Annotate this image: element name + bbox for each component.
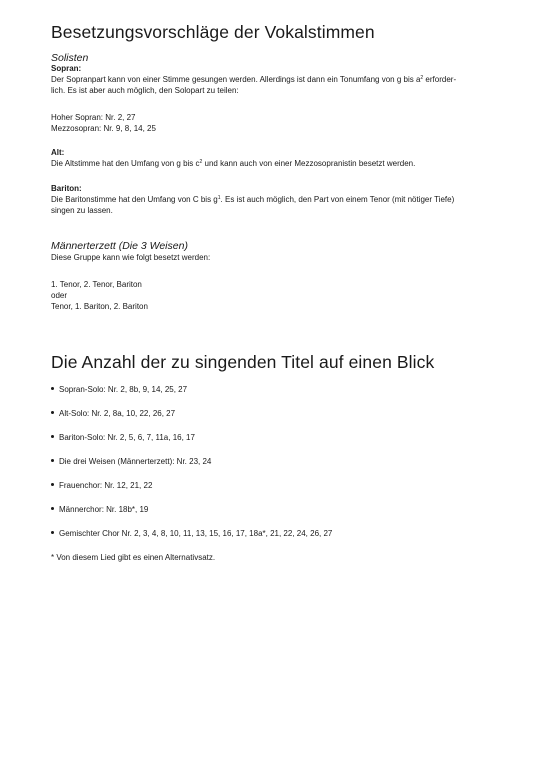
- list-item: [51, 505, 148, 515]
- bariton-text: [51, 194, 501, 205]
- list-item: [51, 433, 195, 443]
- section-title-anzahl: Die Anzahl der zu singenden Titel auf einen Blick: [51, 352, 435, 372]
- bullet-icon: [51, 483, 54, 486]
- list-item-text: Männerchor: Nr. 18b*, 19: [59, 505, 149, 514]
- option-1: 1. Tenor, 2. Tenor, Bariton: [51, 280, 142, 289]
- bariton-text-a: Die Baritonstimme hat den Umfang von C bis g: [51, 195, 218, 204]
- list-item-text: Gemischter Chor Nr. 2, 3, 4, 8, 10, 11, 13, 15, 16, 17, 18a*, 21, 22, 24, 26, 27: [59, 529, 333, 538]
- list-item-text: Frauenchor: Nr. 12, 21, 22: [59, 481, 153, 490]
- bariton-sup: 1: [217, 195, 221, 201]
- section-title-besetzung: Besetzungsvorschläge der Vokalstimmen: [51, 22, 375, 42]
- sopran-sup: 2: [420, 75, 424, 81]
- sopran-text-a: Der Sopranpart kann von einer Stimme gesungen werden. Allerdings ist dann ein Tonumfang von g bis a: [51, 75, 421, 84]
- bullet-icon: [51, 411, 54, 414]
- maennerterzett-block: [51, 240, 501, 263]
- sopran-text: [51, 74, 501, 85]
- subheading-maennerterzett: Männerterzett (Die 3 Weisen): [51, 240, 188, 252]
- option-2: Tenor, 1. Bariton, 2. Bariton: [51, 302, 148, 311]
- list-item: [51, 409, 175, 419]
- alt-text-b: und kann auch von einer Mezzosopranistin besetzt werden.: [202, 159, 416, 168]
- alt-sup: 2: [199, 159, 203, 165]
- subheading-solisten: Solisten: [51, 52, 89, 64]
- bullet-icon: [51, 387, 54, 390]
- list-item-text: Sopran-Solo: Nr. 2, 8b, 9, 14, 25, 27: [59, 385, 188, 394]
- footnote: * Von diesem Lied gibt es einen Alternativsatz.: [51, 553, 216, 562]
- hoher-sopran: Hoher Sopran: Nr. 2, 27: [51, 113, 136, 122]
- list-item-text: Die drei Weisen (Männerterzett): Nr. 23, 24: [59, 457, 212, 466]
- bariton-text-b: . Es ist auch möglich, den Part von einem Tenor (mit nötiger Tiefe): [220, 195, 455, 204]
- bullet-icon: [51, 459, 54, 462]
- option-oder: oder: [51, 291, 68, 300]
- bariton-text-c: singen zu lassen.: [51, 206, 113, 215]
- sopran-text-b: erforder-: [423, 75, 457, 84]
- list-item: [51, 481, 152, 491]
- bullet-icon: [51, 507, 54, 510]
- alt-text: [51, 158, 501, 169]
- bullet-icon: [51, 531, 54, 534]
- mezzosopran: Mezzosopran: Nr. 9, 8, 14, 25: [51, 124, 156, 133]
- maennerterzett-options: [51, 279, 501, 312]
- sopran-split-block: [51, 112, 501, 134]
- bariton-block: [51, 184, 501, 216]
- alt-text-a: Die Altstimme hat den Umfang von g bis c: [51, 159, 200, 168]
- list-item: [51, 529, 332, 539]
- list-item-text: Bariton-Solo: Nr. 2, 5, 6, 7, 11a, 16, 17: [59, 433, 195, 442]
- sopran-text-c: lich. Es ist aber auch möglich, den Solopart zu teilen:: [51, 86, 239, 95]
- alt-block: [51, 148, 501, 169]
- list-item-text: Alt-Solo: Nr. 2, 8a, 10, 22, 26, 27: [59, 409, 176, 418]
- label-sopran: Sopran:: [51, 64, 82, 73]
- bullet-icon: [51, 435, 54, 438]
- list-item: [51, 457, 211, 467]
- label-alt: Alt:: [51, 148, 65, 157]
- list-item: [51, 385, 187, 395]
- solisten-block: [51, 52, 501, 96]
- label-bariton: Bariton:: [51, 184, 82, 193]
- maennerterzett-intro: Diese Gruppe kann wie folgt besetzt werden:: [51, 253, 211, 262]
